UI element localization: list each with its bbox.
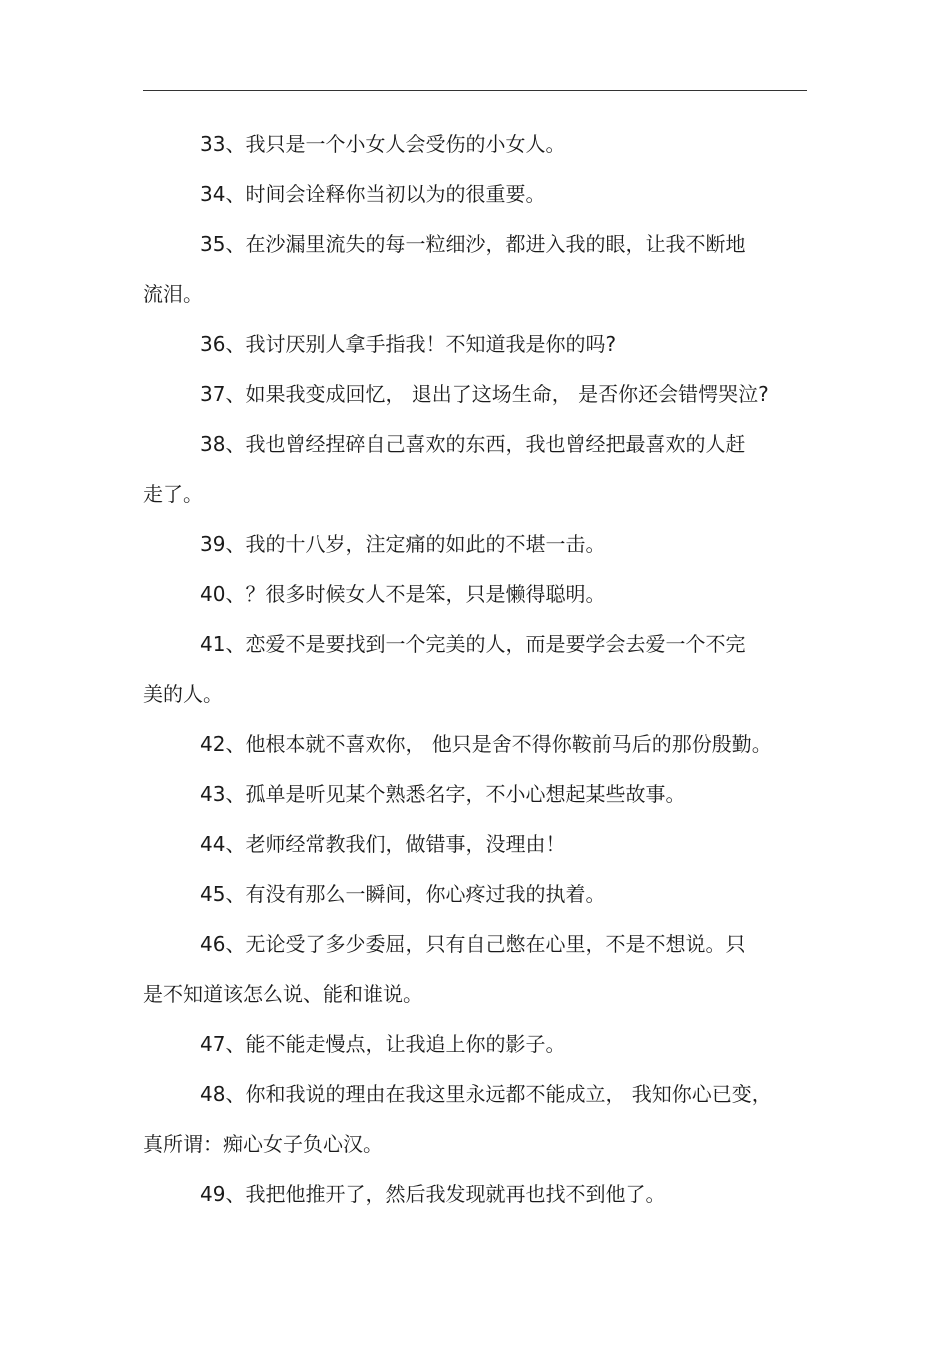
paragraph-line: 36、我讨厌别人拿手指我！不知道我是你的吗? — [200, 332, 617, 356]
paragraph — [143, 619, 807, 719]
paragraph — [143, 819, 807, 869]
paragraph — [143, 1169, 807, 1219]
paragraph — [143, 869, 807, 919]
paragraph — [143, 769, 807, 819]
paragraph-line: 35、在沙漏里流失的每一粒细沙，都进入我的眼，让我不断地 — [200, 232, 746, 256]
paragraph — [143, 169, 807, 219]
paragraph — [143, 419, 807, 519]
paragraph-line: 45、有没有那么一瞬间，你心疼过我的执着。 — [200, 882, 606, 906]
paragraph-line: 47、能不能走慢点，让我追上你的影子。 — [200, 1032, 566, 1056]
paragraph — [143, 569, 807, 619]
paragraph-line: 48、你和我说的理由在我这里永远都不能成立， 我知你心已变， — [200, 1082, 772, 1106]
paragraph-line: 40、？很多时候女人不是笨，只是懒得聪明。 — [200, 582, 606, 606]
paragraph-continuation-line: 美的人。 — [143, 682, 223, 706]
paragraph — [143, 219, 807, 319]
document-body — [143, 119, 807, 1219]
paragraph-continuation-line: 走了。 — [143, 482, 203, 506]
paragraph-line: 34、时间会诠释你当初以为的很重要。 — [200, 182, 546, 206]
paragraph — [143, 369, 807, 419]
paragraph-line: 39、我的十八岁，注定痛的如此的不堪一击。 — [200, 532, 606, 556]
paragraph — [143, 119, 807, 169]
paragraph — [143, 519, 807, 569]
paragraph-continuation-line: 真所谓：痴心女子负心汉。 — [143, 1132, 383, 1156]
paragraph-line: 49、我把他推开了，然后我发现就再也找不到他了。 — [200, 1182, 666, 1206]
paragraph-line: 37、如果我变成回忆， 退出了这场生命， 是否你还会错愕哭泣? — [200, 382, 769, 406]
paragraph-line: 33、我只是一个小女人会受伤的小女人。 — [200, 132, 566, 156]
paragraph — [143, 719, 807, 769]
paragraph-line: 43、孤单是听见某个熟悉名字，不小心想起某些故事。 — [200, 782, 686, 806]
paragraph — [143, 1019, 807, 1069]
paragraph-continuation-line: 流泪。 — [143, 282, 203, 306]
paragraph-line: 41、恋爱不是要找到一个完美的人，而是要学会去爱一个不完 — [200, 632, 746, 656]
paragraph — [143, 1069, 807, 1169]
paragraph-line: 44、老师经常教我们，做错事，没理由！ — [200, 832, 566, 856]
paragraph-continuation-line: 是不知道该怎么说、能和谁说。 — [143, 982, 423, 1006]
header-rule — [143, 90, 807, 91]
paragraph — [143, 919, 807, 1019]
paragraph — [143, 319, 807, 369]
paragraph-line: 38、我也曾经捏碎自己喜欢的东西，我也曾经把最喜欢的人赶 — [200, 432, 746, 456]
paragraph-line: 42、他根本就不喜欢你， 他只是舍不得你鞍前马后的那份殷勤。 — [200, 732, 772, 756]
paragraph-line: 46、无论受了多少委屈，只有自己憋在心里，不是不想说。只 — [200, 932, 746, 956]
